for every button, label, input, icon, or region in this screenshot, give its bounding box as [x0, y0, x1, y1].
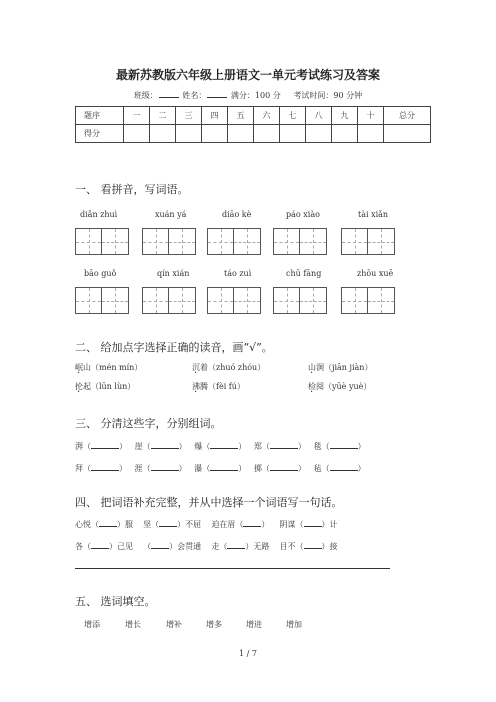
word-item[interactable]: 瀑（ ） [194, 464, 247, 473]
score-cell: 四 [202, 107, 228, 125]
section1-heading: 一、 看拼音，写词语。 [75, 183, 189, 196]
pinyin-label: diāo kè [222, 210, 252, 219]
score-table-header-row [76, 107, 431, 125]
pinyin-label: qín xián [157, 269, 190, 278]
name-blank [207, 89, 227, 98]
score-input-cell[interactable] [280, 125, 306, 143]
word-choice: 增进 [246, 620, 262, 629]
score-input-cell[interactable] [254, 125, 280, 143]
score-input-cell[interactable] [124, 125, 150, 143]
score-input-cell[interactable] [176, 125, 202, 143]
score-input-cell[interactable] [150, 125, 176, 143]
class-blank [159, 89, 179, 98]
word-item[interactable]: 涯（ ） [134, 464, 187, 473]
idiom-item[interactable]: 心悦（ ）服 [75, 520, 133, 529]
page-title: 最新苏教版六年级上册语文一单元考试练习及答案 [115, 68, 380, 82]
word-item[interactable]: 毯（ ） [313, 442, 366, 451]
word-choice: 增加 [286, 620, 302, 629]
word-group-row [75, 462, 366, 474]
writing-grid[interactable] [142, 228, 196, 255]
pinyin-label: chū fāng [286, 269, 322, 278]
word-choice: 增多 [206, 620, 222, 629]
score-cell: 题序 [76, 107, 124, 125]
section3-heading: 三、 分清这些字，分别组词。 [75, 417, 222, 430]
score-row-label: 得分 [76, 125, 124, 143]
score-cell: 三 [176, 107, 202, 125]
idiom-item[interactable]: 目不（ ）接 [279, 542, 338, 551]
writing-grid[interactable] [273, 228, 327, 255]
idiom-item[interactable]: 坚（ ）不屈 [143, 520, 202, 529]
score-input-cell[interactable] [384, 125, 431, 143]
word-item[interactable]: 毡（ ） [313, 464, 366, 473]
score-input-cell[interactable] [202, 125, 228, 143]
reading-item[interactable]: 沸腾（fèi fú） [192, 382, 245, 391]
word-item[interactable]: 郑（ ） [253, 442, 306, 451]
score-cell: 总分 [384, 107, 431, 125]
idiom-item[interactable]: 各（ ）己见 [75, 542, 133, 551]
writing-grid[interactable] [207, 287, 261, 314]
sentence-answer-line[interactable] [75, 568, 390, 569]
pinyin-label: bāo guǒ [84, 269, 117, 278]
writing-grid[interactable] [207, 228, 261, 255]
exam-time: 考试时间：90 分钟 [293, 91, 363, 100]
pinyin-label: zhōu xuē [357, 269, 394, 278]
score-cell: 一 [124, 107, 150, 125]
section4-heading: 四、 把词语补充完整，并从中选择一个词语写一句话。 [75, 496, 343, 509]
score-input-cell[interactable] [228, 125, 254, 143]
word-item[interactable]: 爆（ ） [194, 442, 247, 451]
pinyin-label: tài xiǎn [358, 210, 389, 219]
reading-item[interactable]: 山涧（jiān jiàn） [308, 363, 373, 372]
writing-grid[interactable] [341, 287, 395, 314]
pinyin-label: xuán yá [155, 210, 187, 219]
score-cell: 十 [358, 107, 384, 125]
score-input-cell[interactable] [358, 125, 384, 143]
word-item[interactable]: 湃（ ） [75, 442, 127, 451]
name-label: 姓名： [182, 91, 207, 100]
pinyin-label: páo xiào [286, 210, 320, 219]
idiom-item[interactable]: 迫在眉（ ） [211, 520, 270, 529]
score-cell: 六 [254, 107, 280, 125]
word-item[interactable]: 拜（ ） [75, 464, 127, 473]
word-choice: 增补 [166, 620, 182, 629]
word-choice: 增添 [84, 620, 100, 629]
section2-heading: 二、 给加点字选择正确的读音，画“√”。 [75, 341, 273, 354]
reading-item[interactable]: 抡起（lūn lùn） [75, 382, 136, 391]
writing-grid[interactable] [273, 287, 327, 314]
writing-grid[interactable] [142, 287, 196, 314]
page-number: 1 / 7 [239, 649, 257, 658]
reading-item[interactable]: 岷山（mén mín） [75, 363, 143, 372]
reading-item[interactable]: 检阅（yūè yuè） [308, 382, 372, 391]
idiom-item[interactable]: 阴谋（ ）计 [279, 520, 338, 529]
score-cell: 二 [150, 107, 176, 125]
section5-heading: 五、 选词填空。 [75, 595, 156, 608]
word-choice: 增长 [125, 620, 141, 629]
idiom-item[interactable]: （ ）会贯通 [143, 542, 202, 551]
idiom-row [75, 518, 338, 530]
word-item[interactable]: 掷（ ） [253, 464, 306, 473]
exam-info [0, 89, 496, 101]
score-cell: 五 [228, 107, 254, 125]
word-item[interactable]: 崖（ ） [134, 442, 187, 451]
idiom-row [75, 540, 338, 552]
writing-grid[interactable] [75, 228, 129, 255]
score-cell: 八 [306, 107, 332, 125]
score-table-score-row [76, 125, 431, 143]
full-score: 满分：100 分 [230, 91, 281, 100]
pinyin-label: táo zuì [224, 269, 252, 278]
class-label: 班级： [133, 91, 158, 100]
pinyin-label: diǎn zhuì [80, 210, 118, 219]
score-cell: 九 [332, 107, 358, 125]
score-input-cell[interactable] [306, 125, 332, 143]
score-input-cell[interactable] [332, 125, 358, 143]
writing-grid[interactable] [75, 287, 129, 314]
score-cell: 七 [280, 107, 306, 125]
writing-grid[interactable] [341, 228, 395, 255]
score-table [75, 106, 431, 143]
word-group-row [75, 440, 366, 452]
idiom-item[interactable]: 走（ ）无路 [211, 542, 270, 551]
reading-item[interactable]: 沉着（zhuó zhóu） [192, 363, 266, 372]
